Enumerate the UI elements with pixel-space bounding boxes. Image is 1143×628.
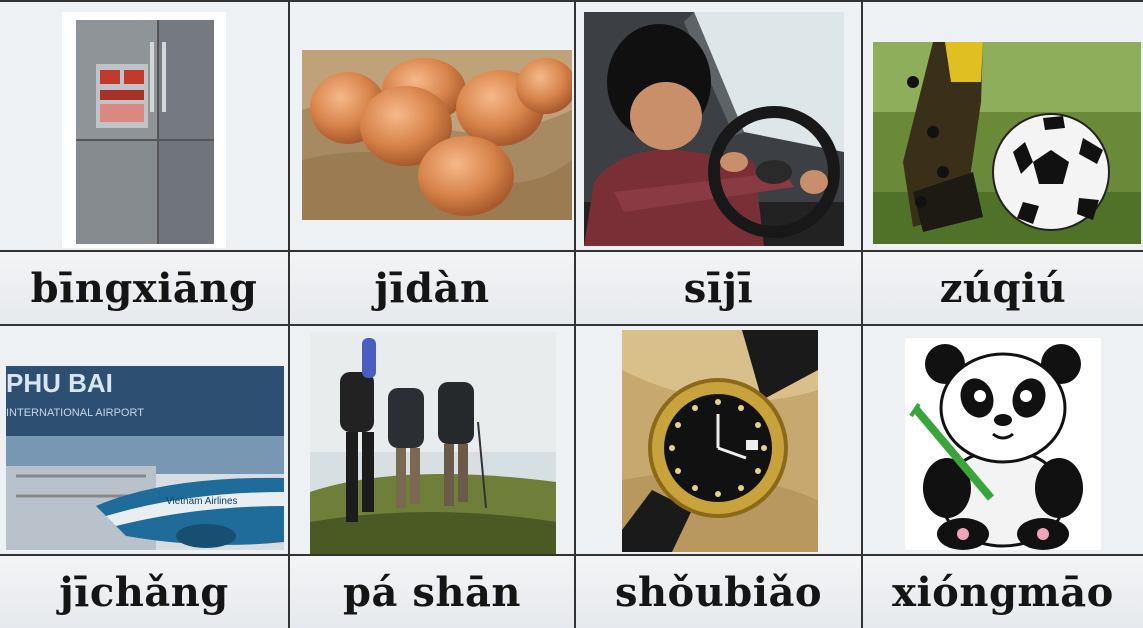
card-image-hiking — [290, 326, 576, 556]
card-label: sījī — [576, 252, 863, 326]
airport-sign-subtitle: INTERNATIONAL AIRPORT — [6, 407, 144, 419]
hikers-icon — [310, 332, 556, 554]
card-label: xióngmāo — [863, 556, 1143, 628]
card-image-airport — [0, 326, 290, 556]
card-label: zúqiú — [863, 252, 1143, 326]
card-label: pá shān — [290, 556, 576, 628]
card-image-fridge — [0, 2, 290, 252]
airline-logo-text: Vietnam Airlines — [166, 496, 238, 507]
card-image-driver — [576, 2, 863, 252]
card-image-panda — [863, 326, 1143, 556]
soccer-ball-icon — [873, 42, 1141, 244]
card-image-eggs — [290, 2, 576, 252]
card-label: shǒubiǎo — [576, 556, 863, 628]
refrigerator-icon — [62, 12, 226, 248]
panda-icon — [905, 338, 1101, 550]
airport-sign-title: PHU BAI — [6, 368, 113, 398]
card-label: jīchǎng — [0, 556, 290, 628]
card-label: bīngxiāng — [0, 252, 290, 326]
card-label: jīdàn — [290, 252, 576, 326]
eggs-icon — [302, 50, 572, 220]
driver-icon — [584, 12, 844, 246]
airport-icon — [6, 366, 284, 550]
card-image-football — [863, 2, 1143, 252]
card-image-watch — [576, 326, 863, 556]
wristwatch-icon — [622, 330, 818, 552]
